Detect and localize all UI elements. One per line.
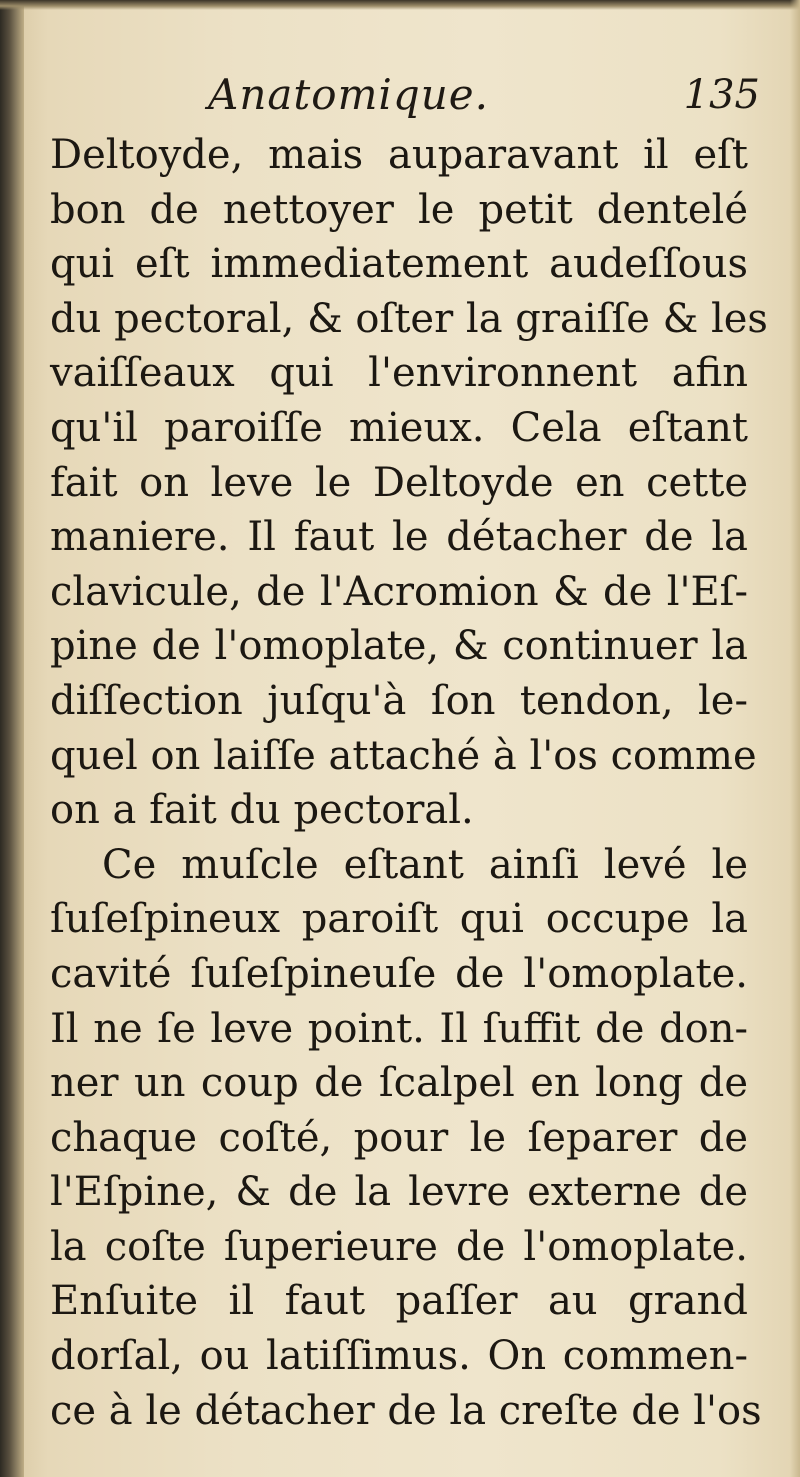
text-line: ner un coup de ſcalpel en long de bbox=[50, 1060, 748, 1107]
text-line: l'Eſpine, & de la levre externe de bbox=[50, 1169, 748, 1216]
text-line: diſſection juſqu'à ſon tendon, le- bbox=[50, 677, 748, 724]
page-right-edge bbox=[790, 0, 800, 1477]
text-line: Enſuite il faut paſſer au grand bbox=[50, 1278, 748, 1325]
text-line: clavicule, de l'Acromion & de l'Eſ- bbox=[50, 568, 748, 615]
text-line: qui eſt immediatement audeſſous bbox=[50, 241, 748, 288]
text-line: Ce muſcle eſtant ainſi levé le bbox=[102, 841, 748, 888]
text-line: maniere. Il faut le détacher de la bbox=[50, 514, 748, 561]
text-line: quel on laiſſe attaché à l'os comme bbox=[50, 732, 757, 779]
text-line: chaque coſté, pour le ſeparer de bbox=[50, 1114, 748, 1161]
text-line: ſuſeſpineux paroiſt qui occupe la bbox=[50, 896, 748, 943]
text-line: Deltoyde, mais auparavant il eſt bbox=[50, 132, 748, 178]
text-line: ce à le détacher de la creſte de l'os bbox=[50, 1387, 762, 1434]
page-header bbox=[48, 70, 760, 130]
text-line: la coſte ſuperieure de l'omoplate. bbox=[50, 1223, 748, 1270]
text-line: du pectoral, & oſter la graiſſe & les bbox=[50, 295, 768, 342]
text-line: qu'il paroiſſe mieux. Cela eſtant bbox=[50, 404, 748, 451]
text-line: cavité ſuſeſpineuſe de l'omoplate. bbox=[50, 950, 748, 997]
text-line: vaiſſeaux qui l'environnent afin bbox=[50, 350, 748, 397]
running-title: Anatomique. bbox=[208, 70, 489, 119]
page-number: 135 bbox=[683, 72, 760, 118]
text-line: fait on leve le Deltoyde en cette bbox=[50, 459, 748, 506]
body-text bbox=[50, 128, 768, 1438]
text-line: dorſal, ou latiſſimus. On commen- bbox=[50, 1333, 748, 1380]
page-top-edge bbox=[0, 0, 800, 10]
page-gutter bbox=[0, 0, 24, 1477]
text-line: Il ne ſe leve point. Il ſuffit de don- bbox=[50, 1005, 748, 1052]
text-line: bon de nettoyer le petit dentelé bbox=[50, 186, 748, 233]
text-line: on a fait du pectoral. bbox=[50, 787, 474, 834]
text-line: pine de l'omoplate, & continuer la bbox=[50, 623, 748, 670]
